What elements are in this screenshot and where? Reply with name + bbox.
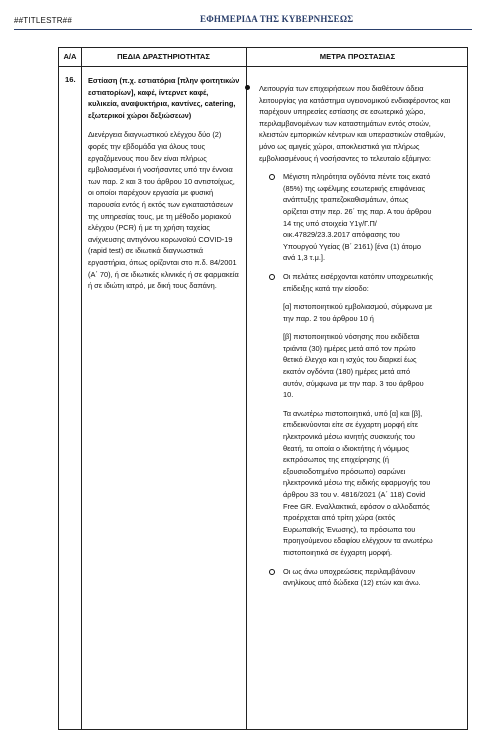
gazette-title: ΕΦΗΜΕΡΙΔΑ ΤΗΣ ΚΥΒΕΡΝΗΣΕΩΣ: [200, 14, 354, 24]
measures-table: [58, 47, 468, 730]
header-rule: [14, 29, 472, 30]
page-header: [0, 0, 490, 40]
sub-measure-minors: [283, 566, 433, 589]
sub-measure-text: Οι πελάτες εισέρχονται κατόπιν υποχρεωτικής επίδειξης κατά την είσοδο:: [283, 271, 434, 293]
activity-title: Εστίαση (π.χ. εστιατόρια [πλην φοιτητικών εστιατορίων], καφέ, ίντερνετ καφέ, κυλικεία, αναψυκτήρια, καντίνες, catering, εξωτερικοί χώροι δεξιώσεων): [88, 76, 240, 120]
column-divider: [246, 48, 247, 729]
header-row-divider: [59, 66, 467, 67]
header-measures: ΜΕΤΡΑ ΠΡΟΣΤΑΣΙΑΣ: [319, 52, 396, 61]
measures-cell: [259, 83, 457, 589]
circle-bullet-icon: [269, 569, 275, 575]
row-number: 16.: [65, 75, 76, 84]
title-placeholder: ##TITLESTR##: [14, 16, 72, 25]
certificate-a: [α] πιστοποιητικού εμβολιασμού, σύμφωνα με την παρ. 2 του άρθρου 10 ή: [283, 302, 433, 323]
sub-measure-text: Οι ως άνω υποχρεώσεις περιλαμβάνουν ανηλίκους από δώδεκα (12) ετών και άνω.: [283, 566, 421, 588]
sub-measure-entry: [283, 271, 433, 294]
activity-text: Διενέργεια διαγνωστικού ελέγχου δύο (2) φορές την εβδομάδα για όλους τους εργαζόμενους που δεν είναι πλήρως εμβολιασμένοι ή νοσήσαντες υπό την έννοια των παρ. 2 και 3 του άρθρου 10 αντιστοίχως, οι οποίοι παρέχουν εργασία με φυσική παρουσία εντός ή εκτός των εγκαταστάσεων της υπηρεσίας τους, με τη μέθοδο μοριακού ελέγχου (PCR) ή με τη χρήση ταχείας ανίχνευσης αντιγόνου κορωνοϊού COVID-19 (rapid test) σε ιδιωτικά διαγνωστικά εργαστήρια, όπως ορίζονται στο π.δ. 84/2001 (Α΄ 70), ή σε ιδιωτικές κλινικές ή σε φαρμακεία ή σε ιδιώτη ιατρό, με δική τους δαπάνη.: [88, 130, 239, 291]
measure-item: [259, 83, 457, 164]
certificate-verification: Τα ανωτέρω πιστοποιητικά, υπό [α] και [β], επιδεικνύονται είτε σε έγχαρτη μορφή είτε ηλεκτρονικά μέσω κινητής συσκευής του θεατή, τα οποία ο ιδιοκτήτης ή νόμιμος εκπρόσωπος της επιχείρησης (ή εξουσιοδοτημένο πρόσωπο) σαρώνει ηλεκτρονικά μέσω της ειδικής εφαρμογής του άρθρου 33 του ν. 4816/2021 (Α΄ 118) Covid Free GR. Εναλλακτικά, εφόσον ο αλλοδαπός προέρχεται από τρίτη χώρα (εκτός Ευρωπαϊκής Ένωσης), τα πρόσωπα του προηγούμενου εδαφίου ελέγχουν τα ανωτέρω πιστοποιητικά σε έγχαρτη μορφή.: [283, 408, 433, 557]
bullet-icon: [245, 85, 250, 90]
header-aa: Α/Α: [63, 52, 77, 61]
activity-cell: [88, 75, 240, 292]
certificate-b: [β] πιστοποιητικού νόσησης που εκδίδεται τριάντα (30) ημέρες μετά από τον πρώτο θετικό έλεγχο και η ισχύς του διαρκεί έως εκατόν ογδόντα (180) ημέρες μετά από αυτόν, σύμφωνα με την παρ. 3 του άρθρου 10.: [283, 332, 424, 400]
sub-measure-capacity: [283, 171, 433, 264]
circle-bullet-icon: [269, 174, 275, 180]
column-divider: [81, 48, 82, 729]
measure-main-text: Λειτουργία των επιχειρήσεων που διαθέτουν άδεια λειτουργίας για κατάστημα υγειονομικού ενδιαφέροντος και παρέχουν υπηρεσίες εστίασης σε εσωτερικό χώρο, περιλαμβανομένων των καταστημάτων εντός στοών, κλειστών εμπορικών κέντρων και υπεραστικών σταθμών, μόνο ως αμιγείς χώροι, αποκλειστικά για πλήρως εμβολιασμένους ή νοσήσαντες το τελευταίο εξάμηνο:: [259, 84, 451, 163]
header-activity: ΠΕΔΙΑ ΔΡΑΣΤΗΡΙΟΤΗΤΑΣ: [117, 52, 210, 61]
sub-measure-text: Μέγιστη πληρότητα ογδόντα πέντε τοις εκατό (85%) της ωφέλιμης εσωτερικής επιφάνειας ανάπτυξης τραπεζοκαθισμάτων, όπως ορίζεται στην περ. 26΄ της παρ. Α του άρθρου 14 της υπό στοιχεία Υ1γ/Γ.Π/οικ.47829/23.3.2017 απόφασης του Υπουργού Υγείας (Β΄ 2161) [ένα (1) άτομο ανά 1,3 τ.μ.].: [283, 172, 432, 263]
circle-bullet-icon: [269, 274, 275, 280]
